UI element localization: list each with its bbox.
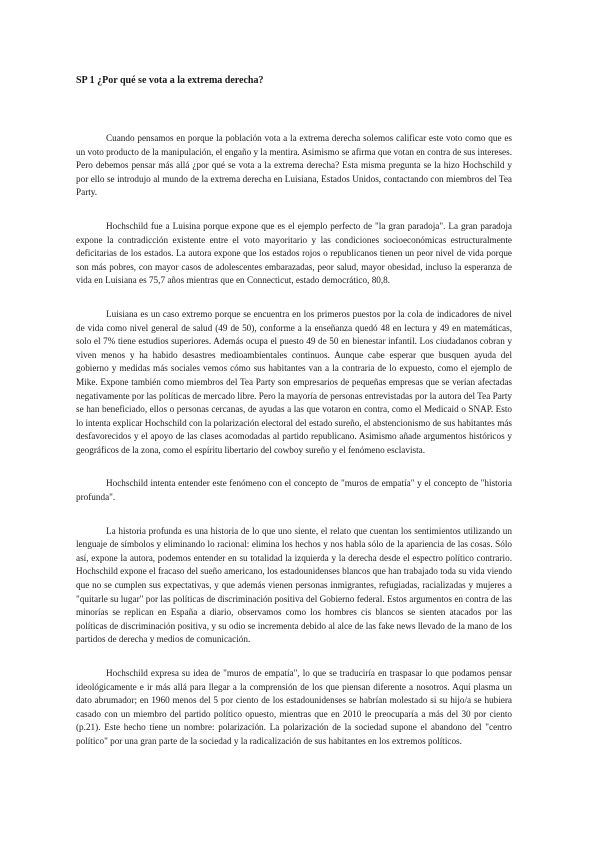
paragraph-6: Hochschild expresa su idea de "muros de empatía", lo que se traduciría en traspasar lo que podamos pensar ideológicamente e ir más allá para llegar a la comprensión de los que piensan diferente a nosotros. Aquí plasma un dato abrumador; en 1960 menos del 5 por ciento de los estadounidenses se habrían molestado si su hijo/a se hubiera casado con un miembro del partido político opuesto, mientras que en 2010 le preocuparía a más del 30 por ciento (p.21). Este hecho tiene un nombre: polarización. La polarización de la sociedad supone el abandono del "centro político" por una gran parte de la sociedad y la radicalización de sus habitantes en los extremos políticos.: [76, 668, 512, 746]
paragraph-1: Cuando pensamos en porque la población vota a la extrema derecha solemos calificar este voto como que es un voto producto de la manipulación, el engaño y la mentira. Asimismo se afirma que votan en contra de sus intereses. Pero debemos pensar más allá ¿por qué se vota a la extrema derecha? Esta misma pregunta se la hizo Hochschild y por ello se introdujo al mundo de la extrema derecha en Luisiana, Estados Unidos, contactando con miembros del Tea Party.: [76, 133, 512, 198]
paragraph-4: Hochschild intenta entender este fenómeno con el concepto de "muros de empatía" y el concepto de "historia profunda".: [76, 478, 512, 503]
paragraph-2: Hochschild fue a Luisina porque expone que es el ejemplo perfecto de "la gran paradoja". La gran paradoja expone la contradicción existente entre el voto mayoritario y las condiciones socioeconómicas estructuralmente deficitarias de los estados. La autora expone que los estados rojos o republicanos tienen un peor nivel de vida porque son más pobres, con mayor casos de adolescentes embarazadas, peor salud, mayor obesidad, incluso la esperanza de vida en Luisiana es 75,7 años mientras que en Connecticut, estado democrático, 80,8.: [76, 220, 512, 286]
document-body: [76, 132, 512, 749]
paragraph-3: Luisiana es un caso extremo porque se encuentra en los primeros puestos por la cola de indicadores de nivel de vida como nivel general de salud (49 de 50), conforme a la enseñanza quedó 48 en lectura y 49 en matemáticas, solo el 7% tiene estudios superiores. Además ocupa el puesto 49 de 50 en bienestar infantil. Los ciudadanos cobran y viven menos y ha habido desastres medioambientales continuos. Aunque cabe esperar que busquen ayuda del gobierno y medidas más sociales vemos cómo sus habitantes van a la contraria de lo expuesto, como el ejemplo de Mike. Expone también como miembros del Tea Party son empresarios de pequeñas empresas que se verían afectadas negativamente por las políticas de mercado libre. Pero la mayoría de personas entrevistadas por la autora del Tea Party se han beneficiado, ellos o personas cercanas, de ayudas a las que votaron en contra, como el Medicaid o SNAP. Esto lo intenta explicar Hochschild con la polarización electoral del estado sureño, el abstencionismo de sus habitantes más desfavorecidos y el apoyo de las clases acomodadas al partido republicano. Asimismo añade argumentos históricos y geográficos de la zona, como el espíritu libertario del cowboy sureño y el fenómeno esclavista.: [76, 308, 512, 455]
paragraph-5: La historia profunda es una historia de lo que uno siente, el relato que cuentan los sentimientos utilizando un lenguaje de símbolos y eliminando lo racional: elimina los hechos y nos habla sólo de la apariencia de las cosas. Sólo así, expone la autora, podemos entender en su totalidad la izquierda y la derecha desde el espectro político contrario. Hochschild expone el fracaso del sueño americano, los estadounidenses blancos que han trabajado toda su vida viendo que no se cumplen sus expectativas, y que además vienen personas inmigrantes, refugiadas, racializadas y mujeres a "quitarle su lugar" por las políticas de discriminación positiva del Gobierno federal. Estos argumentos en contra de las minorías se replican en España a diario, observamos como los hombres cis blancos se sienten atacados por las políticas de discriminación positiva, y su odio se incrementa debido al alce de las fake news llevado de la mano de los partidos de derecha y medios de comunicación.: [76, 525, 512, 645]
document-title: SP 1 ¿Por qué se vota a la extrema derecha?: [76, 75, 264, 86]
